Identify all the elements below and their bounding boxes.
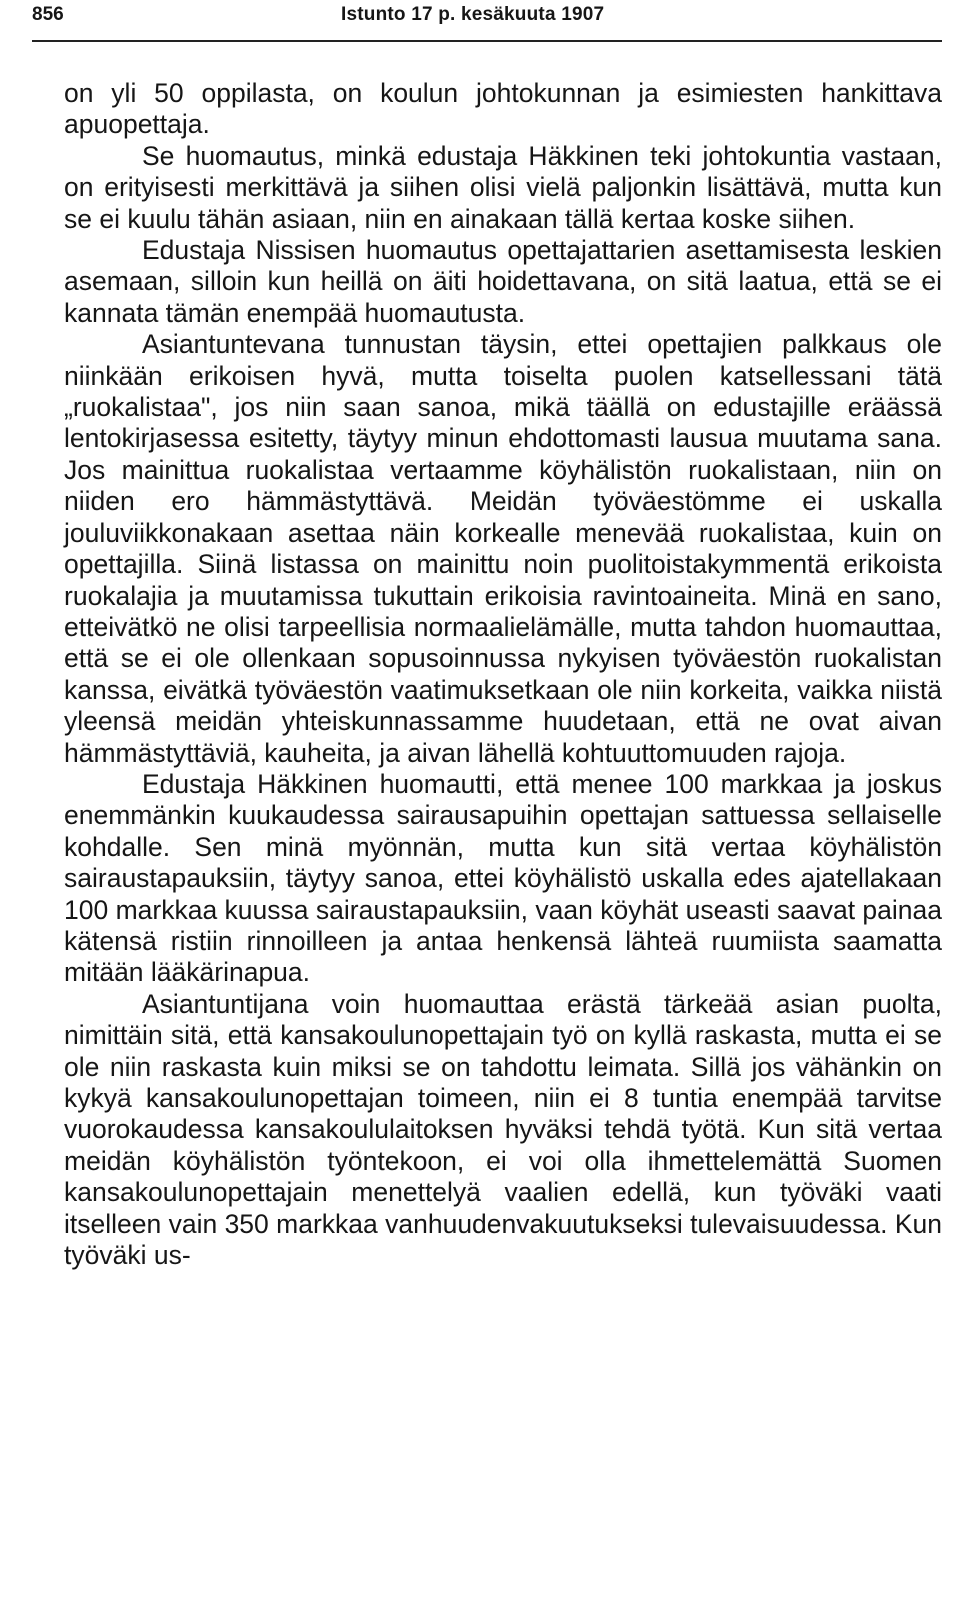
body-text [64, 78, 942, 1271]
running-head: Istunto 17 p. kesäkuuta 1907 [341, 4, 605, 25]
paragraph: Se huomautus, minkä edustaja Häkkinen teki johtokuntia vastaan, on erityisesti merkittävä ja siihen olisi vielä paljonkin lisättävä, mutta kun se ei kuulu tähän asiaan, niin en ainakaan tällä kertaa koske siihen. [64, 140, 942, 234]
paragraph: Asiantuntijana voin huomauttaa erästä tärkeää asian puolta, nimittäin sitä, että kansakoulunopettajain työ on kyllä raskasta, mutta ei se ole niin raskasta kuin miksi se on tahdottu leimata. Sillä jos vähänkin on kykyä kansakoulunopettajan toimeen, niin ei 8 tuntia enempää tarvitse vuorokaudessa kansakoululaitoksen hyväksi tehdä työtä. Kun sitä vertaa meidän köyhälistön työntekoon, ei voi olla ihmettelemättä Suomen kansakoulunopettajain menettelyä vaalien edellä, kun työväki vaati itselleen vain 350 markkaa vanhuudenvakuutukseksi tulevaisuudessa. Kun työväki us- [64, 988, 942, 1271]
header-rule [32, 40, 942, 42]
page-number: 856 [32, 4, 64, 25]
page-header [32, 0, 942, 38]
paragraph: Edustaja Nissisen huomautus opettajattarien asettamisesta leskien asemaan, silloin kun heillä on äiti hoidettavana, on sitä laatua, että se ei kannata tämän enempää huomautusta. [64, 235, 942, 328]
paragraph: on yli 50 oppilasta, on koulun johtokunnan ja esimiesten hankittava apuopettaja. [64, 78, 942, 140]
paragraph: Asiantuntevana tunnustan täysin, ettei opettajien palkkaus ole niinkään erikoisen hyvä, mutta toiselta puolen katsellessani tätä „ruokalistaa", jos niin saan sanoa, mikä täällä on edustajille eräässä lentokirjasessa esitetty, täytyy minun ehdottomasti lausua muutama sana. Jos mainittua ruokalistaa vertaamme köyhälistön ruokalistaan, niin on niiden ero hämmästyttävä. Meidän työväestömme ei uskalla jouluviikkonakaan asettaa näin korkealle menevää ruokalistaa, kuin on opettajilla. Siinä listassa on mainittu noin puolitoistakymmentä erikoista ruokalajia ja muutamissa tukuttain erikoisia ravintoaineita. Minä en sano, etteivätkö ne olisi tarpeellisia normaalielämälle, mutta tahdon huomauttaa, että se ei ole ollenkaan sopusoinnussa nykyisen työväestön ruokalistan kanssa, eivätkä työväestön vaatimuksetkaan ole niin korkeita, vaikka niistä yleensä meidän yhteiskunnassamme huudetaan, että ne ovat aivan hämmästyttäviä, kauheita, ja aivan lähellä kohtuuttomuuden rajoja. [64, 329, 942, 768]
paragraph: Edustaja Häkkinen huomautti, että menee 100 markkaa ja joskus enemmänkin kuukaudessa sairausapuihin opettajan sattuessa sellaiselle kohdalle. Sen minä myönnän, mutta kun sitä vertaa köyhälistön sairaustapauksiin, täytyy sanoa, ettei köyhälistö uskalla edes ajatellakaan 100 markkaa kuussa sairaustapauksiin, vaan köyhät useasti saavat painaa kätensä ristiin rinnoilleen ja antaa henkensä lähteä ruumiista saamatta mitään lääkärinapua. [64, 768, 942, 988]
